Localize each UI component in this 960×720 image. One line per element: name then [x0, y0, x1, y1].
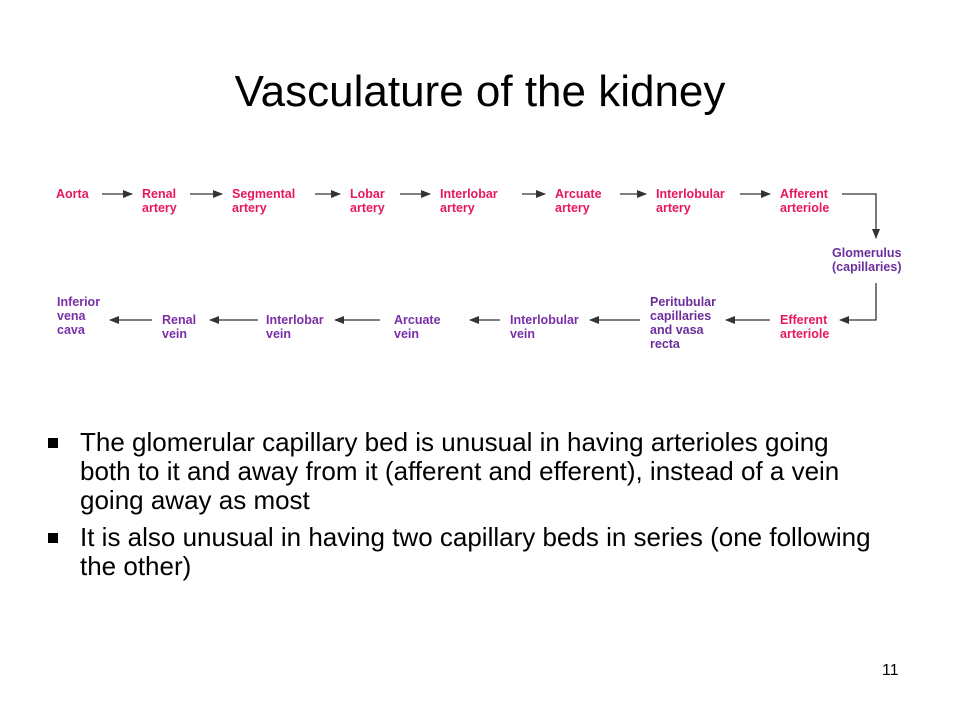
- bullet-list: [46, 428, 886, 589]
- bullet-item: [46, 428, 886, 515]
- node-interlobular-vein: Interlobular vein: [510, 313, 579, 341]
- node-arcuate-vein: Arcuate vein: [394, 313, 441, 341]
- node-efferent-arteriole: Efferent arteriole: [780, 313, 830, 341]
- node-segmental-artery: Segmental artery: [232, 187, 296, 215]
- node-interlobular-artery: Interlobular artery: [656, 187, 725, 215]
- node-peritubular-capillaries-and-vasa-recta: Peritubular capillaries and vasa recta: [650, 295, 716, 351]
- node-afferent-arteriole: Afferent arteriole: [780, 187, 830, 215]
- slide-title: Vasculature of the kidney: [234, 67, 726, 116]
- node-glomerulus: Glomerulus (capillaries): [832, 246, 902, 274]
- node-interlobar-artery: Interlobar artery: [440, 187, 498, 215]
- square-bullet-icon: [48, 438, 58, 448]
- arrow-from-glomerulus: [840, 283, 876, 320]
- page-number: 11: [882, 662, 899, 679]
- bullet-text: It is also unusual in having two capillary beds in series (one following the other): [80, 522, 871, 581]
- bullet-item: [46, 523, 886, 581]
- square-bullet-icon: [48, 533, 58, 543]
- node-aorta: Aorta: [56, 187, 89, 201]
- bullet-text: The glomerular capillary bed is unusual in having arterioles going both to it and away from it (afferent and efferent), instead of a vein going away as most: [80, 427, 840, 515]
- node-inferior-vena-cava: Inferior vena cava: [57, 295, 101, 337]
- node-arcuate-artery: Arcuate artery: [555, 187, 602, 215]
- node-interlobar-vein: Interlobar vein: [266, 313, 324, 341]
- node-renal-vein: Renal vein: [162, 313, 197, 341]
- arrow-to-glomerulus: [842, 194, 876, 238]
- node-renal-artery: Renal artery: [142, 187, 177, 215]
- node-lobar-artery: Lobar artery: [350, 187, 385, 215]
